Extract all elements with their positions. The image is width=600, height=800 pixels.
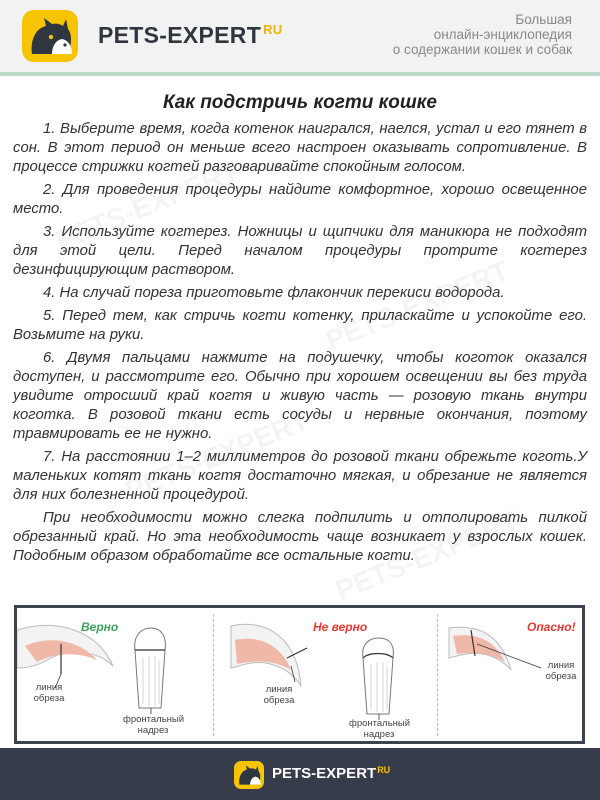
status-wrong: Не верно bbox=[313, 620, 368, 634]
panel-wrong bbox=[217, 608, 437, 741]
article-paragraph: 1. Выберите время, когда котенок наигрался, наелся, устал и его тянет в сон. В этот период он меньше всего настроен оказывать сопротивление. В процессе стрижки когтей разговаривайте спокойным голосом. bbox=[13, 121, 587, 175]
footer-brand[interactable]: PETS-$EXPERT^{RU}$ bbox=[272, 765, 391, 782]
article-paragraph: 6. Двумя пальцами нажмите на подушечку, чтобы коготок оказался доступен, и рассмотрите его. Обычно при хорошем освещении вы без труда увидите отросший край когтя и живую часть — розовую ткань внутри коготка. В розовой ткани есть сосуды и нервные окончания, поэтому травмировать ее не нужно. bbox=[13, 350, 587, 442]
site-header bbox=[0, 0, 600, 76]
panel-divider bbox=[213, 614, 214, 736]
article-paragraph: 4. На случай пореза приготовьте флакончик перекиси водорода. bbox=[43, 285, 505, 301]
panel-correct bbox=[17, 608, 212, 741]
article bbox=[13, 92, 587, 570]
pets-logo-icon[interactable] bbox=[234, 761, 264, 789]
brand-name[interactable]: PETS-EXPERT $^{RU}$ bbox=[98, 22, 283, 48]
article-paragraph: При необходимости можно слегка подпилить и отполировать пилкой обрезанный край. Но эта необходимость чаще возникает у взрослых кошек. Подобным образом обработайте все остальные когти. bbox=[13, 510, 587, 564]
article-paragraph: 7. На расстоянии 1–2 миллиметров до розовой ткани обрежьте коготь.У маленьких котят ткань когтя достаточно мягкая, и обрезание не является для них болезненной процедурой. bbox=[13, 449, 587, 503]
site-footer bbox=[0, 748, 600, 800]
status-correct: Верно bbox=[81, 620, 119, 634]
front-cut-label: фронтальный надрез bbox=[349, 718, 411, 740]
site-tagline: Большая онлайн-энциклопедия о содержании кошек и собак bbox=[392, 12, 572, 57]
status-danger: Опасно! bbox=[527, 620, 576, 634]
panel-danger bbox=[441, 608, 585, 741]
article-title: Как подстричь когти кошке bbox=[163, 92, 437, 113]
claw-cutting-illustration bbox=[14, 605, 585, 744]
cut-line-label: линия обреза bbox=[545, 660, 577, 682]
article-paragraph: 3. Используйте когтерез. Ножницы и щипчики для маникюра не подходят для этой цели. Перед началом процедуры протрите когтерез дезинфицирующим раствором. bbox=[13, 224, 587, 278]
cut-line-label: линия обреза bbox=[33, 682, 65, 704]
front-cut-label: фронтальный надрез bbox=[123, 714, 185, 736]
panel-divider bbox=[437, 614, 438, 736]
article-paragraph: 5. Перед тем, как стричь когти котенку, приласкайте и успокойте его. Возьмите на руки. bbox=[13, 308, 587, 343]
cut-line-label: линия обреза bbox=[263, 684, 295, 706]
pets-logo-icon[interactable] bbox=[22, 10, 78, 62]
article-paragraph: 2. Для проведения процедуры найдите комфортное, хорошо освещенное место. bbox=[13, 182, 587, 217]
